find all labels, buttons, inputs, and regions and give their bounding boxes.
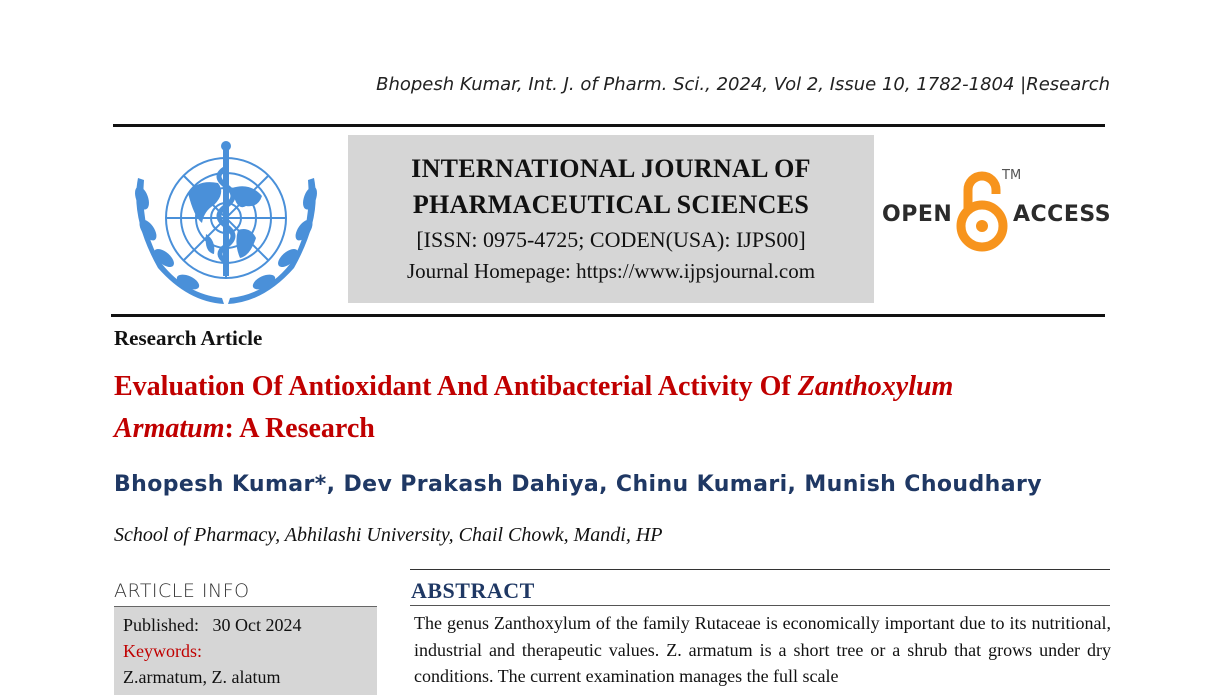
published-label: Published: <box>123 615 200 635</box>
open-access-access-text: ACCESS <box>1013 202 1112 227</box>
journal-banner <box>348 135 874 303</box>
title-italic-genus: Zanthoxylum <box>797 371 954 402</box>
open-access-logo <box>880 168 1110 254</box>
journal-title-line1: INTERNATIONAL JOURNAL OF <box>411 154 811 183</box>
title-text-part2: : A Research <box>224 413 375 444</box>
published-date: 30 Oct 2024 <box>212 615 302 635</box>
published-row <box>123 612 377 638</box>
journal-title-line2: PHARMACEUTICAL SCIENCES <box>412 190 810 219</box>
article-info-heading: ARTICLE INFO <box>114 580 250 602</box>
title-text-part1: Evaluation Of Antioxidant And Antibacterial Activity Of <box>114 371 798 402</box>
title-italic-species: Armatum <box>114 413 225 444</box>
article-info-box <box>114 606 377 695</box>
open-access-open-text: OPEN <box>882 202 953 227</box>
article-title <box>114 366 1114 450</box>
trademark-mark: TM <box>1002 168 1022 183</box>
abstract-heading: ABSTRACT <box>411 578 535 603</box>
abstract-text: The genus Zanthoxylum of the family Rutaceae is economically important due to its nutritional, industrial and therapeutic values. Z. armatum is a short tree or a shrub that grows under dry conditions. The current examination manages the full scale <box>414 613 1111 686</box>
author-affiliation: School of Pharmacy, Abhilashi University, Chail Chowk, Mandi, HP <box>114 524 663 546</box>
journal-homepage: Journal Homepage: https://www.ijpsjournal.com <box>406 259 816 283</box>
keywords-value: Z.armatum, Z. alatum <box>123 667 281 687</box>
journal-issn: [ISSN: 0975-4725; CODEN(USA): IJPS00] <box>416 227 806 252</box>
header-rule-top <box>113 124 1105 127</box>
who-emblem-logo <box>126 138 326 308</box>
running-header-citation: Bhopesh Kumar, Int. J. of Pharm. Sci., 2024, Vol 2, Issue 10, 1782-1804 |Research <box>376 74 1110 95</box>
article-type: Research Article <box>114 326 263 350</box>
author-list: Bhopesh Kumar*, Dev Prakash Dahiya, Chinu Kumari, Munish Choudhary <box>114 472 1042 497</box>
section-divider <box>410 569 1110 570</box>
abstract-heading-rule <box>410 605 1110 606</box>
keywords-label: Keywords: <box>123 641 202 661</box>
header-rule-bottom <box>111 314 1105 317</box>
